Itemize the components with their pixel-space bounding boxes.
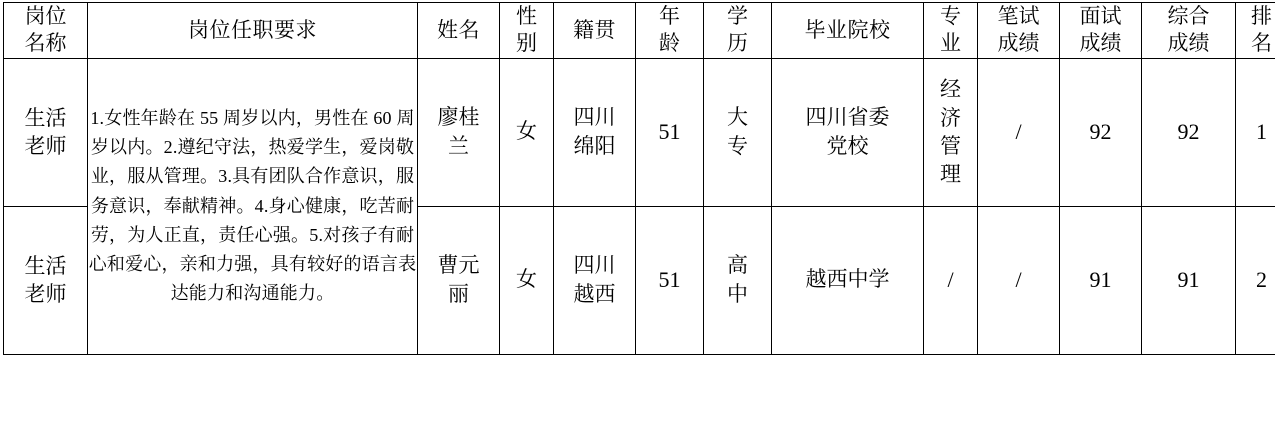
cell-post-name-line2: 老师 (4, 132, 87, 160)
cell-native-place (554, 58, 636, 206)
cell-age: 51 (636, 206, 704, 354)
cell-gender: 女 (500, 206, 554, 354)
header-post-name-line2: 名称 (4, 30, 87, 57)
cell-interview-score: 91 (1060, 206, 1142, 354)
header-major-line2: 业 (924, 30, 977, 57)
cell-major (924, 58, 978, 206)
header-rank (1236, 3, 1275, 59)
cell-written-score: / (978, 206, 1060, 354)
header-total-score (1142, 3, 1236, 59)
cell-name (418, 58, 500, 206)
cell-name-line2: 兰 (418, 132, 499, 161)
cell-name-line2: 丽 (418, 280, 499, 309)
cell-native-place (554, 206, 636, 354)
cell-age: 51 (636, 58, 704, 206)
header-age-line1: 年 (636, 3, 703, 30)
header-written-score-line1: 笔试 (978, 3, 1059, 30)
header-interview-score-line2: 成绩 (1060, 30, 1141, 57)
cell-education-line2: 中 (704, 280, 771, 309)
cell-school-line2: 党校 (772, 132, 923, 161)
header-native-place (554, 3, 636, 59)
header-written-score (978, 3, 1060, 59)
cell-school (772, 206, 924, 354)
cell-post-name-line1: 生活 (4, 104, 87, 132)
cell-name-line1: 曹元 (418, 251, 499, 280)
cell-post-name-line1: 生活 (4, 252, 87, 280)
cell-school (772, 58, 924, 206)
header-total-score-line1: 综合 (1142, 3, 1235, 30)
header-post-requirement-line1: 岗位任职要求 (88, 16, 417, 44)
cell-name (418, 206, 500, 354)
cell-native-place-line2: 越西 (554, 280, 635, 309)
cell-interview-score: 92 (1060, 58, 1142, 206)
header-rank-line2: 名 (1236, 30, 1275, 57)
cell-education-line1: 高 (704, 251, 771, 280)
cell-rank: 1 (1236, 58, 1275, 206)
header-native-place-line1: 籍贯 (554, 16, 635, 44)
table-row (4, 58, 1275, 206)
cell-major-line4: 理 (924, 160, 977, 188)
header-written-score-line2: 成绩 (978, 30, 1059, 57)
cell-major-line2: 济 (924, 104, 977, 132)
header-post-name (4, 3, 88, 59)
document-sheet (0, 2, 1275, 429)
cell-post-requirement (88, 58, 418, 354)
header-education (704, 3, 772, 59)
cell-major-line3: 管 (924, 132, 977, 160)
header-major (924, 3, 978, 59)
cell-education-line1: 大 (704, 103, 771, 132)
cell-education-line2: 专 (704, 132, 771, 161)
table-header-row (4, 3, 1275, 59)
cell-gender: 女 (500, 58, 554, 206)
cell-major-line1: 经 (924, 75, 977, 103)
header-education-line2: 历 (704, 30, 771, 57)
cell-school-line1: 四川省委 (772, 103, 923, 132)
header-school (772, 3, 924, 59)
header-gender (500, 3, 554, 59)
cell-major-line1: / (924, 265, 977, 296)
cell-post-name (4, 206, 88, 354)
header-name (418, 3, 500, 59)
header-post-requirement (88, 3, 418, 59)
cell-written-score: / (978, 58, 1060, 206)
header-school-line1: 毕业院校 (772, 16, 923, 44)
header-gender-line1: 性 (500, 3, 553, 30)
cell-total-score: 92 (1142, 58, 1236, 206)
cell-native-place-line1: 四川 (554, 103, 635, 132)
cell-total-score: 91 (1142, 206, 1236, 354)
cell-post-name-line2: 老师 (4, 280, 87, 308)
header-name-line1: 姓名 (418, 16, 499, 44)
cell-name-line1: 廖桂 (418, 103, 499, 132)
header-gender-line2: 别 (500, 30, 553, 57)
cell-major (924, 206, 978, 354)
cell-post-name (4, 58, 88, 206)
post-requirement-text: 1.女性年龄在 55 周岁以内，男性在 60 周岁以内。2.遵纪守法，热爱学生，爱岗敬业，服从管理。3.具有团队合作意识，服务意识，奉献精神。4.身心健康，吃苦耐劳，为人正直，责任心强。5.对孩子有耐心和爱心，亲和力强，具有较好的语言表达能力和沟通能力。 (88, 104, 417, 308)
cell-education (704, 206, 772, 354)
header-rank-line1: 排 (1236, 3, 1275, 30)
header-age-line2: 龄 (636, 30, 703, 57)
cell-rank: 2 (1236, 206, 1275, 354)
header-interview-score (1060, 3, 1142, 59)
cell-native-place-line1: 四川 (554, 251, 635, 280)
header-education-line1: 学 (704, 3, 771, 30)
header-interview-score-line1: 面试 (1060, 3, 1141, 30)
header-age (636, 3, 704, 59)
cell-native-place-line2: 绵阳 (554, 132, 635, 161)
header-post-name-line1: 岗位 (4, 3, 87, 30)
header-total-score-line2: 成绩 (1142, 30, 1235, 57)
cell-education (704, 58, 772, 206)
candidate-results-table (3, 2, 1275, 355)
header-major-line1: 专 (924, 3, 977, 30)
cell-school-line1: 越西中学 (772, 265, 923, 294)
